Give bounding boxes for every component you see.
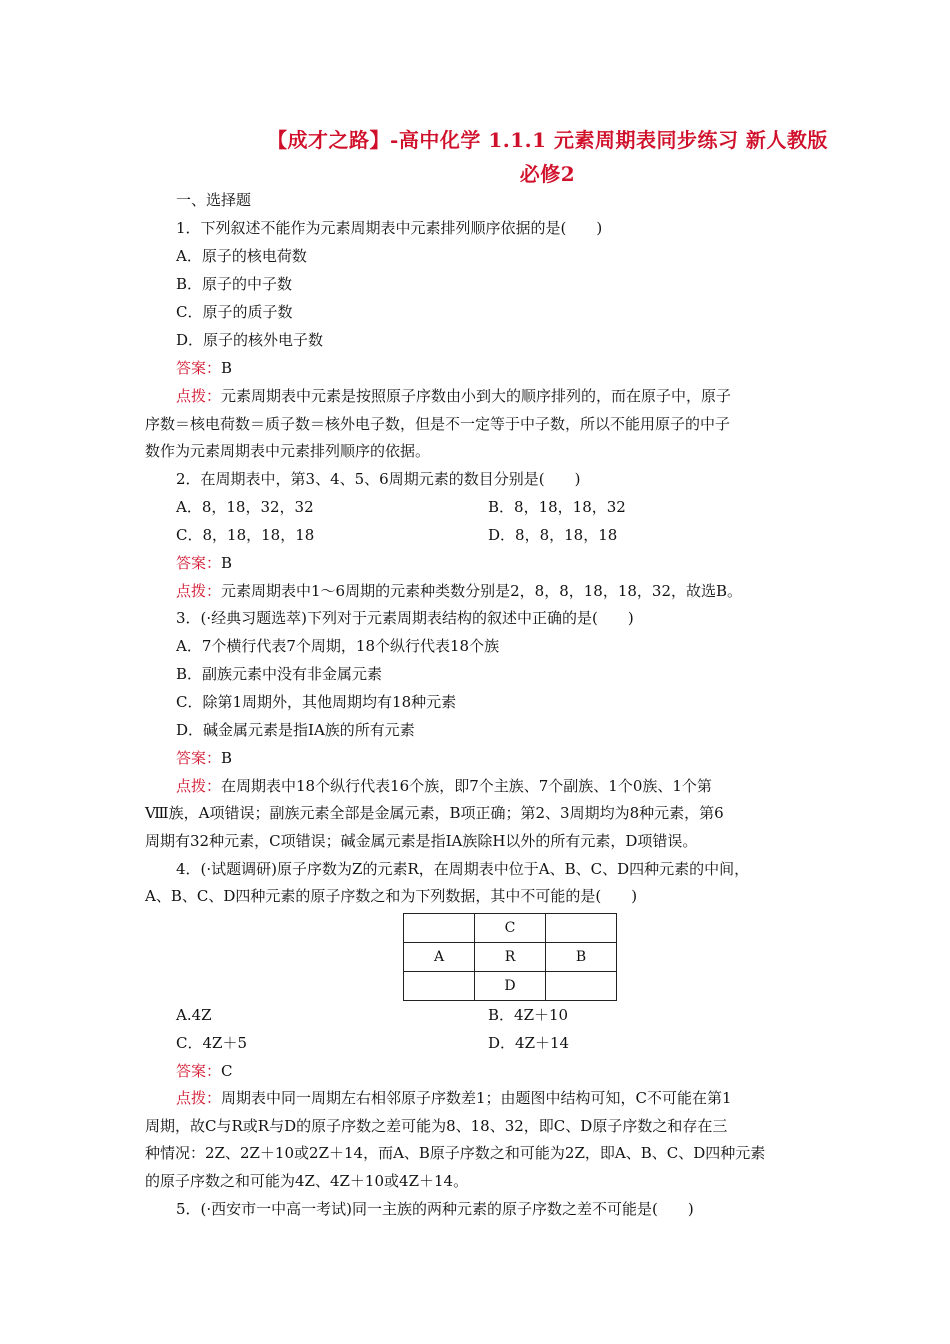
answer-label: 答案： [176, 749, 222, 767]
question-1-stem: 1．下列叙述不能作为元素周期表中元素排列顺序依据的是( ) [176, 219, 603, 237]
question-4-stem-line-1: 4．(·试题调研)原子序数为Z的元素R，在周期表中位于A、B、C、D四种元素的中间， [176, 860, 750, 878]
answer-label: 答案： [176, 359, 222, 377]
q1-option-a: A．原子的核电荷数 [176, 247, 307, 265]
grid-cell: C [475, 914, 546, 943]
q3-hint-line-2: Ⅷ族，A项错误；副族元素全部是金属元素，B项正确；第2、3周期均为8种元素，第6 [145, 804, 724, 822]
answer-value: B [221, 749, 233, 767]
hint-label: 点拨： [176, 387, 222, 405]
grid-cell [404, 914, 475, 943]
q4-answer [176, 1061, 810, 1081]
q3-answer [176, 748, 810, 768]
q1-hint-line-3: 数作为元素周期表中元素排列顺序的依据。 [145, 442, 431, 460]
answer-value: C [221, 1062, 233, 1080]
answer-label: 答案： [176, 554, 222, 572]
q4-hint-line-4: 的原子序数之和可能为4Z、4Z＋10或4Z＋14。 [145, 1172, 469, 1190]
question-2-stem: 2．在周期表中，第3、4、5、6周期元素的数目分别是( ) [176, 470, 581, 488]
q4-hint-line-2: 周期，故C与R或R与D的原子序数之差可能为8、18、32，即C、D原子序数之和存在三 [145, 1117, 728, 1135]
periodic-position-grid [403, 913, 617, 1001]
grid-cell: R [475, 943, 546, 972]
q3-hint-line-3: 周期有32种元素，C项错误；碱金属元素是指ⅠA族除H以外的所有元素，D项错误。 [145, 832, 698, 850]
q4-hint-line-1 [176, 1088, 810, 1108]
hint-label: 点拨： [176, 1089, 222, 1107]
q4-option-b: B．4Z＋10 [488, 1006, 569, 1024]
document-title-line2: 必修2 [519, 162, 576, 186]
q1-hint-line-2: 序数＝核电荷数＝质子数＝核外电子数，但是不一定等于中子数，所以不能用原子的中子 [145, 415, 731, 433]
q2-hint-line-1 [176, 581, 810, 601]
q3-option-d: D．碱金属元素是指ⅠA族的所有元素 [176, 721, 415, 739]
q3-hint-line-1 [176, 776, 810, 796]
question-5-stem: 5．(·西安市一中高一考试)同一主族的两种元素的原子序数之差不可能是( ) [176, 1200, 694, 1218]
hint-text: 在周期表中18个纵行代表16个族，即7个主族、7个副族、1个0族、1个第 [221, 777, 712, 795]
q1-answer [176, 358, 810, 378]
q2-option-c: C．8，18，18，18 [176, 526, 315, 544]
q2-option-d: D．8，8，18，18 [488, 526, 618, 544]
hint-text: 周期表中同一周期左右相邻原子序数差1；由题图中结构可知，C不可能在第1 [221, 1089, 732, 1107]
grid-cell [546, 914, 617, 943]
q3-option-c: C．除第1周期外，其他周期均有18种元素 [176, 693, 457, 711]
grid-cell: D [475, 972, 546, 1001]
hint-text: 元素周期表中元素是按照原子序数由小到大的顺序排列的，而在原子中，原子 [221, 387, 732, 405]
q2-answer [176, 553, 810, 573]
q4-option-c: C．4Z＋5 [176, 1034, 247, 1052]
hint-text: 元素周期表中1～6周期的元素种类数分别是2，8，8，18，18，32，故选B。 [221, 582, 743, 600]
q2-option-b: B．8，18，18，32 [488, 498, 626, 516]
q4-hint-line-3: 种情况：2Z、2Z＋10或2Z＋14，而A、B原子序数之和可能为2Z，即A、B、C、D四种元素 [145, 1144, 766, 1162]
document-title: 【成才之路】-高中化学 1.1.1 元素周期表同步练习 新人教版 [267, 128, 828, 152]
q1-hint-line-1 [176, 386, 810, 406]
q2-option-a: A．8，18，32，32 [176, 498, 314, 516]
answer-label: 答案： [176, 1062, 222, 1080]
grid-row [404, 972, 617, 1001]
answer-value: B [221, 359, 233, 377]
grid-cell [404, 972, 475, 1001]
answer-value: B [221, 554, 233, 572]
hint-label: 点拨： [176, 777, 222, 795]
grid-row [404, 943, 617, 972]
grid-cell [546, 972, 617, 1001]
q4-option-d: D．4Z＋14 [488, 1034, 570, 1052]
q1-option-d: D．原子的核外电子数 [176, 331, 324, 349]
q1-option-c: C．原子的质子数 [176, 303, 293, 321]
q3-option-a: A．7个横行代表7个周期，18个纵行代表18个族 [176, 637, 500, 655]
grid-cell: A [404, 943, 475, 972]
q1-option-b: B．原子的中子数 [176, 275, 293, 293]
question-3-stem: 3．(·经典习题选萃)下列对于元素周期表结构的叙述中正确的是( ) [176, 609, 634, 627]
q4-option-a: A.4Z [176, 1006, 212, 1024]
grid-cell: B [546, 943, 617, 972]
question-4-stem-line-2: A、B、C、D四种元素的原子序数之和为下列数据，其中不可能的是( ) [145, 887, 638, 905]
q3-option-b: B．副族元素中没有非金属元素 [176, 665, 383, 683]
grid-row [404, 914, 617, 943]
section-heading: 一、选择题 [176, 191, 252, 209]
hint-label: 点拨： [176, 582, 222, 600]
